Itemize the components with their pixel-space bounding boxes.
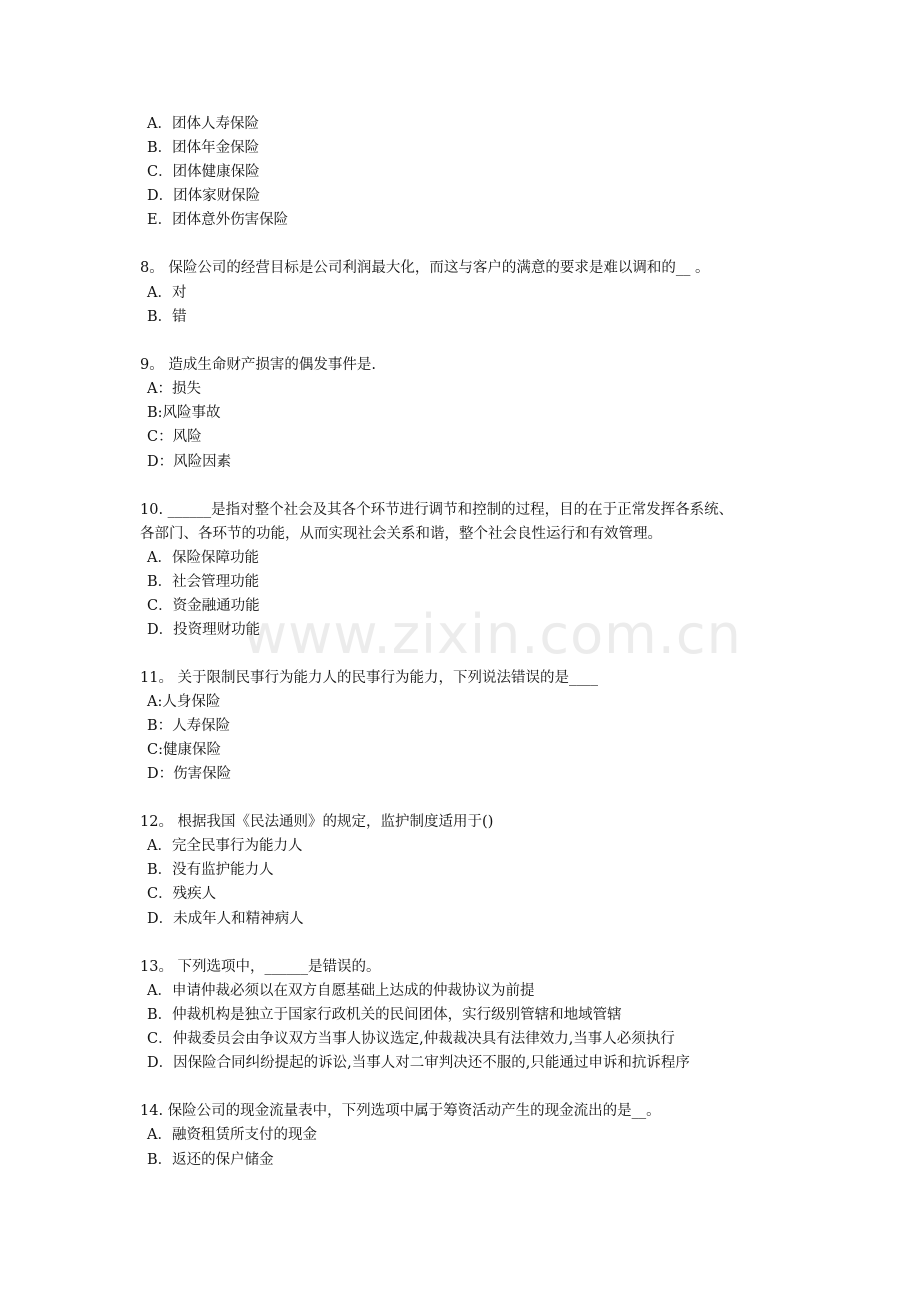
q10-stem-line-1: 10. ______是指对整个社会及其各个环节进行调节和控制的过程，目的在于正常发挥各系统、 (140, 502, 734, 518)
q13-option-c: C．仲裁委员会由争议双方当事人协议选定,仲裁裁决具有法律效力,当事人必须执行 (147, 1031, 675, 1047)
q10-option-a: A．保险保障功能 (147, 550, 259, 566)
q10-option-c: C．资金融通功能 (147, 598, 260, 614)
q10-stem-line-2: 各部门、各环节的功能，从而实现社会关系和谐，整个社会良性运行和有效管理。 (140, 526, 662, 542)
q7-option-b: B．团体年金保险 (147, 140, 260, 156)
q9-option-b: B:风险事故 (147, 405, 221, 421)
q14-stem: 14. 保险公司的现金流量表中，下列选项中属于筹资活动产生的现金流出的是__。 (140, 1103, 661, 1119)
q7-option-c: C．团体健康保险 (147, 164, 260, 180)
q9-option-a: A：损失 (147, 381, 201, 397)
q11-stem: 11。 关于限制民事行为能力人的民事行为能力，下列说法错误的是____ (140, 670, 599, 686)
q14-option-b: B．返还的保户储金 (147, 1152, 274, 1168)
q12-option-d: D．未成年人和精神病人 (147, 911, 304, 927)
q7-option-a: A．团体人寿保险 (147, 116, 259, 132)
q9-option-c: C：风险 (147, 429, 202, 445)
q11-option-a: A:人身保险 (147, 694, 221, 710)
q8-option-b: B．错 (147, 309, 187, 325)
q12-option-a: A．完全民事行为能力人 (147, 838, 303, 854)
q9-stem: 9。 造成生命财产损害的偶发事件是. (140, 357, 376, 373)
q11-option-c: C:健康保险 (147, 742, 221, 758)
q8-option-a: A．对 (147, 285, 187, 301)
q12-option-b: B．没有监护能力人 (147, 862, 274, 878)
q13-option-b: B．仲裁机构是独立于国家行政机关的民间团体，实行级别管辖和地域管辖 (147, 1007, 622, 1023)
q8-stem: 8。 保险公司的经营目标是公司利润最大化，而这与客户的满意的要求是难以调和的__ 。 (140, 260, 710, 276)
q12-stem: 12。 根据我国《民法通则》的规定，监护制度适用于() (140, 814, 494, 830)
q12-option-c: C．残疾人 (147, 886, 217, 902)
q13-option-a: A．申请仲裁必须以在双方自愿基础上达成的仲裁协议为前提 (147, 983, 535, 999)
q14-option-a: A．融资租赁所支付的现金 (147, 1127, 317, 1143)
q10-option-b: B．社会管理功能 (147, 574, 260, 590)
q10-option-d: D．投资理财功能 (147, 622, 261, 638)
q11-option-b: B：人寿保险 (147, 718, 231, 734)
q9-option-d: D：风险因素 (147, 454, 232, 470)
site-watermark: www.zixin.com.cn (243, 603, 742, 666)
q11-option-d: D：伤害保险 (147, 766, 232, 782)
q7-option-d: D．团体家财保险 (147, 188, 261, 204)
q13-option-d: D．因保险合同纠纷提起的诉讼,当事人对二审判决还不服的,只能通过申诉和抗诉程序 (147, 1055, 690, 1071)
q13-stem: 13。 下列选项中，______是错误的。 (140, 959, 381, 975)
q7-option-e: E．团体意外伤害保险 (147, 212, 289, 228)
